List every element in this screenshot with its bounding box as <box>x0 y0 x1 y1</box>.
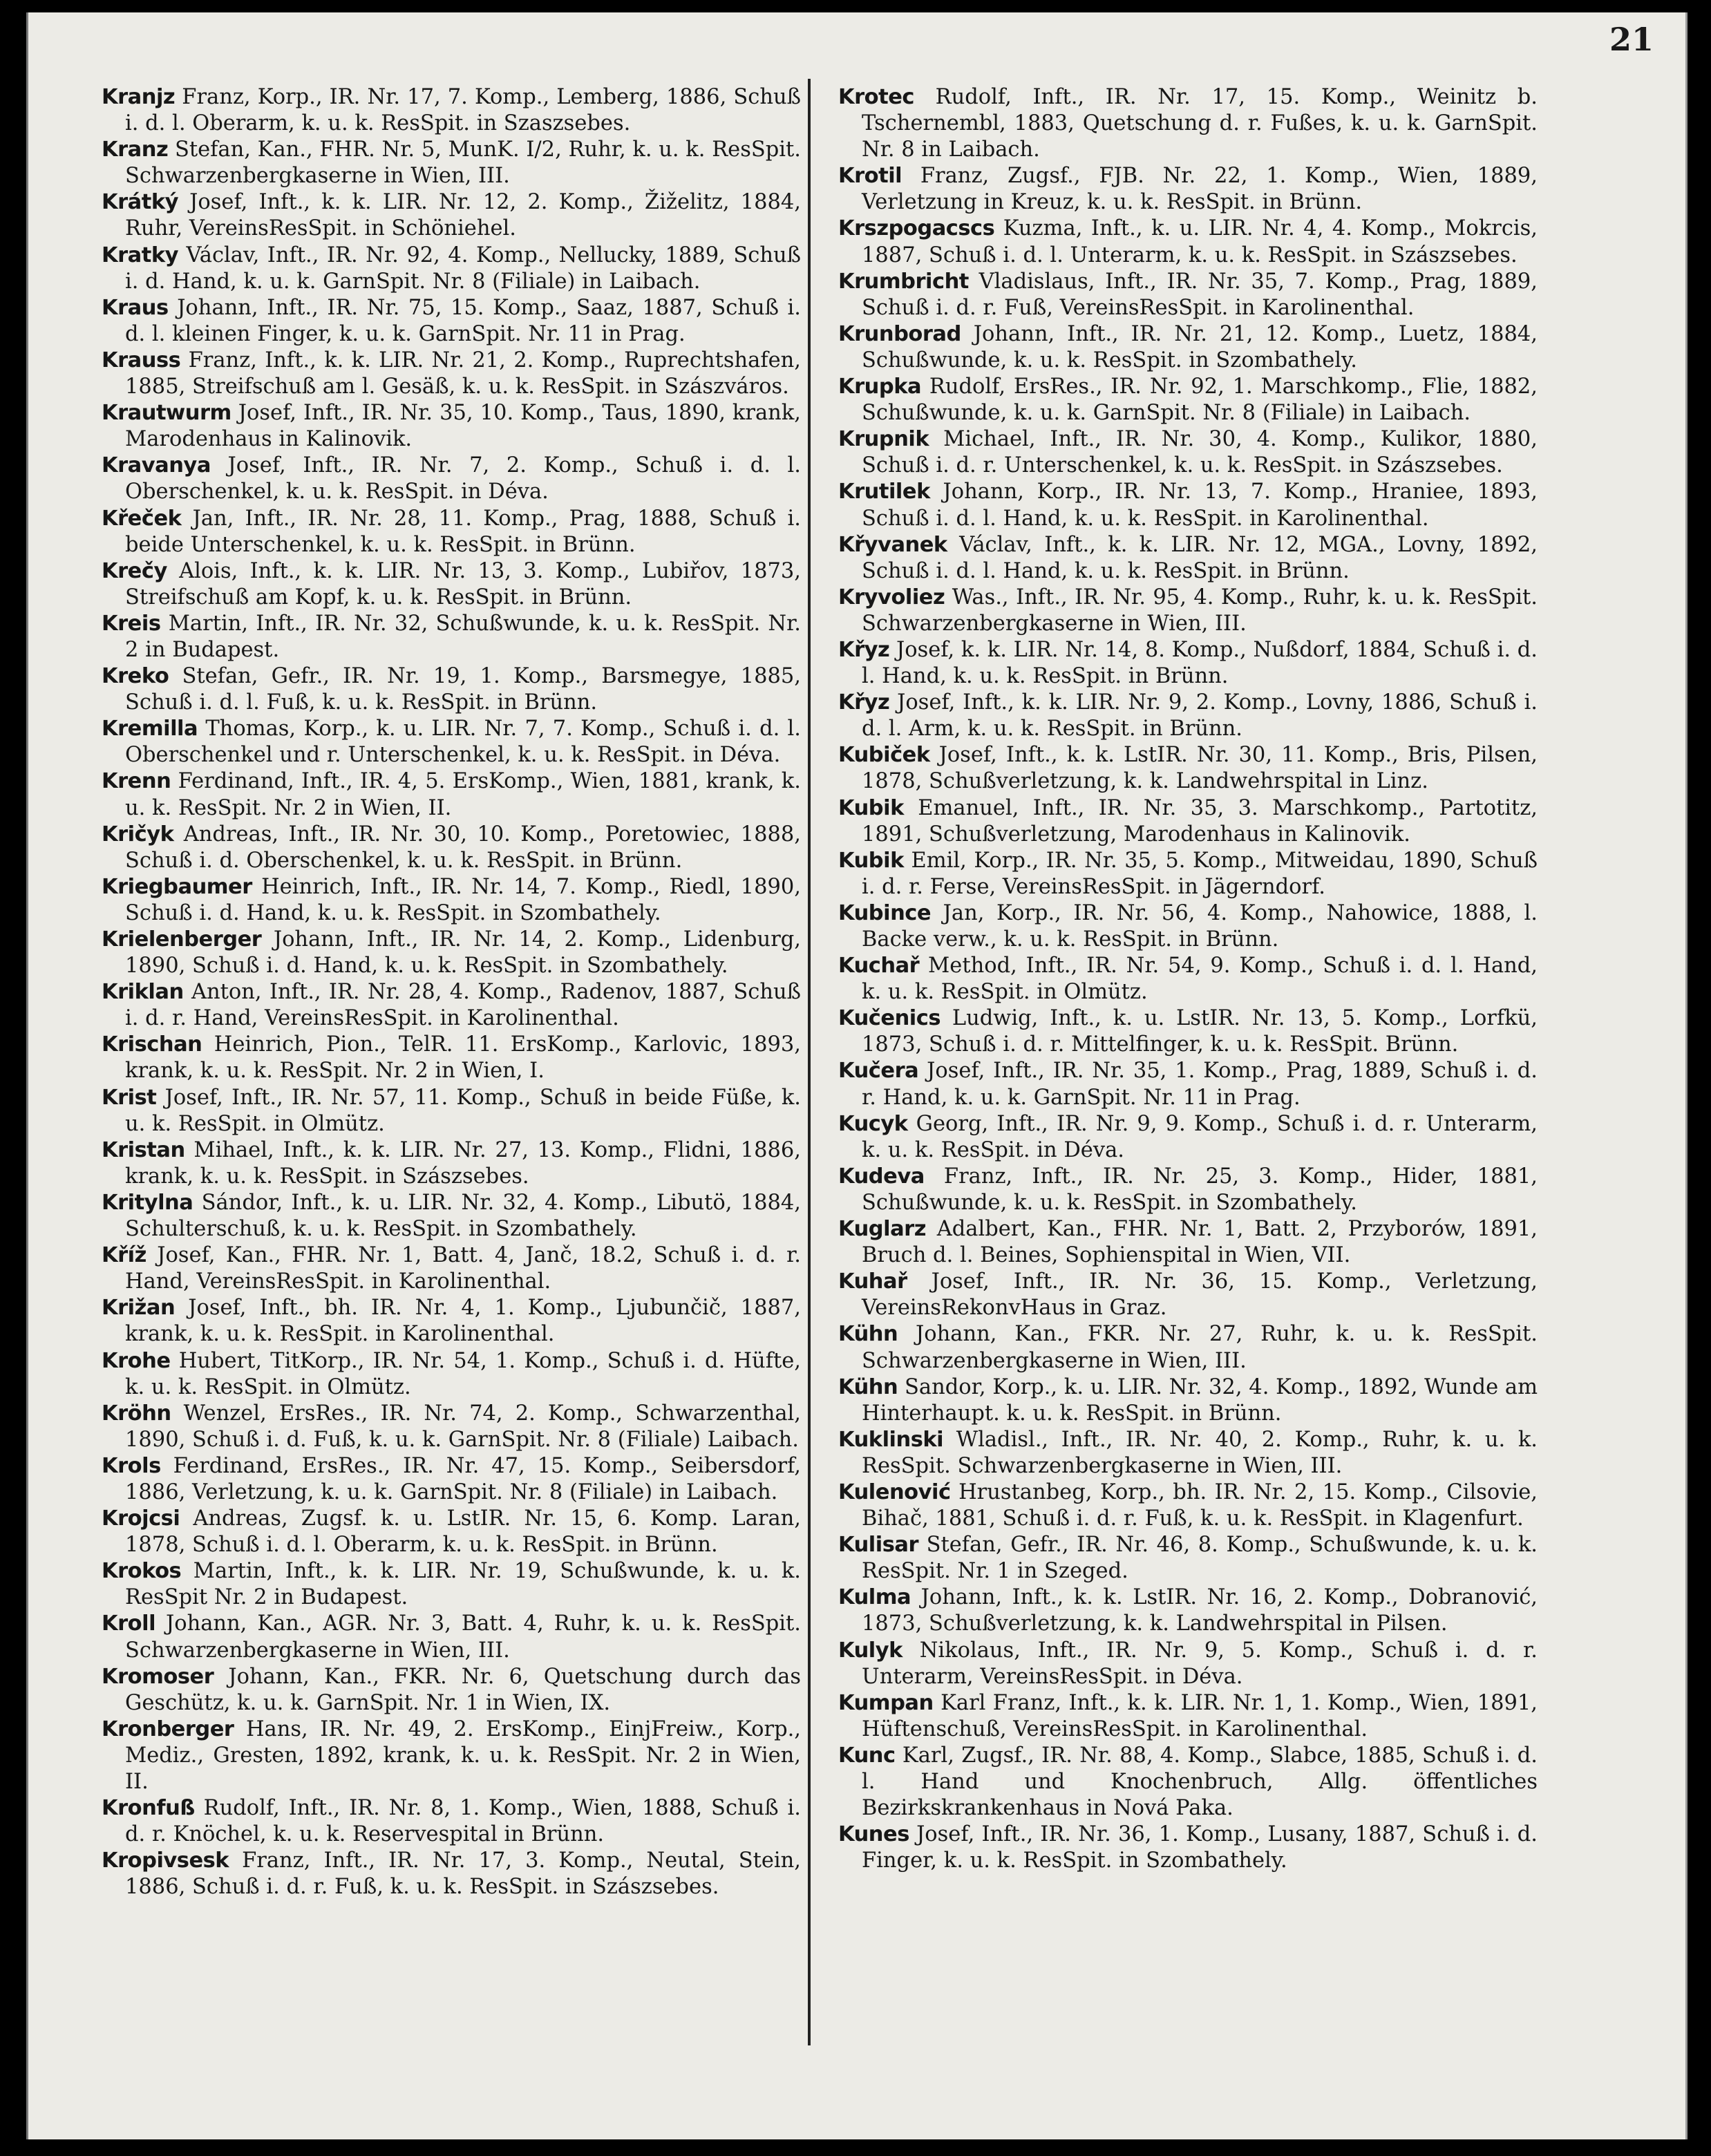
list-entry <box>102 1348 801 1401</box>
entry-surname: Kühn <box>838 1322 898 1347</box>
list-entry <box>102 1401 801 1453</box>
entry-details: Franz, Inft., k. k. LIR. Nr. 21, 2. Komp., Ruprechtshafen, 1885, Streifschuß am l. Gesäß, k. u. k. ResSpit. in Szászváros. <box>125 348 801 399</box>
entry-details: Josef, Inft., IR. Nr. 36, 1. Komp., Lusany, 1887, Schuß i. d. Finger, k. u. k. ResSpit. in Szombathely. <box>862 1822 1538 1873</box>
list-entry <box>838 532 1538 585</box>
entry-surname: Kritylna <box>102 1190 193 1215</box>
entry-details: Josef, Inft., k. k. LIR. Nr. 9, 2. Komp., Lovny, 1886, Schuß i. d. l. Arm, k. u. k. ResSpit. in Brünn. <box>862 690 1538 741</box>
entry-surname: Krszpogacscs <box>838 216 995 241</box>
list-entry <box>838 374 1538 426</box>
entry-surname: Kumpan <box>838 1690 934 1715</box>
entry-details: Franz, Inft., IR. Nr. 17, 3. Komp., Neutal, Stein, 1886, Schuß i. d. r. Fuß, k. u. k. ResSpit. in Szászsebes. <box>125 1848 801 1900</box>
entry-details: Franz, Zugsf., FJB. Nr. 22, 1. Komp., Wien, 1889, Verletzung in Kreuz, k. u. k. ResSpit. in Brünn. <box>862 164 1538 215</box>
entry-details: Vladislaus, Inft., IR. Nr. 35, 7. Komp., Prag, 1889, Schuß i. d. r. Fuß, VereinsResSpit. in Karolinenthal. <box>862 269 1538 320</box>
entry-details: Franz, Korp., IR. Nr. 17, 7. Komp., Lemberg, 1886, Schuß i. d. l. Oberarm, k. u. k. ResSpit. in Szaszsebes. <box>125 85 801 136</box>
list-entry <box>838 1638 1538 1690</box>
entry-details: Stefan, Gefr., IR. Nr. 19, 1. Komp., Barsmegye, 1885, Schuß i. d. l. Fuß, k. u. k. ResSpit. in Brünn. <box>125 664 801 715</box>
entry-surname: Krokos <box>102 1559 182 1584</box>
entry-surname: Krupnik <box>838 427 929 452</box>
list-entry <box>838 426 1538 479</box>
entry-surname: Kucyk <box>838 1111 908 1136</box>
entry-details: Heinrich, Pion., TelR. 11. ErsKomp., Karlovic, 1893, krank, k. u. k. ResSpit. Nr. 2 in Wien, I. <box>125 1032 801 1084</box>
column-divider <box>808 79 811 2045</box>
entry-surname: Kubiček <box>838 743 930 768</box>
entry-surname: Křyvanek <box>838 532 947 557</box>
list-entry <box>838 1743 1538 1822</box>
list-entry <box>838 1690 1538 1743</box>
list-entry <box>838 269 1538 321</box>
list-entry <box>102 1242 801 1295</box>
entry-details: Johann, Kan., FKR. Nr. 6, Quetschung durch das Geschütz, k. u. k. GarnSpit. Nr. 1 in Wien, IX. <box>125 1664 801 1715</box>
entry-details: Hrustanbeg, Korp., bh. IR. Nr. 2, 15. Komp., Cilsovie, Bihač, 1881, Schuß i. d. r. Fuß, k. u. k. ResSpit. in Klagenfurt. <box>862 1479 1538 1531</box>
entry-details: Josef, Inft., k. k. LIR. Nr. 12, 2. Komp., Žiželitz, 1884, Ruhr, VereinsResSpit. in Schöniehel. <box>125 190 801 241</box>
entry-surname: Kuchař <box>838 954 920 978</box>
list-entry <box>838 84 1538 163</box>
entry-details: Václav, Inft., IR. Nr. 92, 4. Komp., Nellucky, 1889, Schuß i. d. Hand, k. u. k. GarnSpit. Nr. 8 (Filiale) in Laibach. <box>125 243 801 294</box>
list-entry <box>102 348 801 400</box>
entry-surname: Kulisar <box>838 1533 918 1558</box>
entry-surname: Krist <box>102 1085 157 1110</box>
entry-surname: Křyz <box>838 690 890 715</box>
list-entry <box>102 663 801 716</box>
entry-details: Josef, Kan., FHR. Nr. 1, Batt. 4, Janč, 18.2, Schuß i. d. r. Hand, VereinsResSpit. in Karolinenthal. <box>125 1243 801 1294</box>
entry-details: Josef, Inft., bh. IR. Nr. 4, 1. Komp., Ljubunčič, 1887, krank, k. u. k. ResSpit. in Karolinenthal. <box>125 1296 801 1347</box>
entry-details: Andreas, Zugsf. k. u. LstIR. Nr. 15, 6. Komp. Laran, 1878, Schuß i. d. l. Oberarm, k. u. k. ResSpit. in Brünn. <box>125 1506 801 1558</box>
entry-surname: Kronberger <box>102 1717 234 1741</box>
entry-details: Georg, Inft., IR. Nr. 9, 9. Komp., Schuß i. d. r. Unterarm, k. u. k. ResSpit. in Déva. <box>862 1111 1538 1162</box>
entry-details: Wladisl., Inft., IR. Nr. 40, 2. Komp., Ruhr, k. u. k. ResSpit. Schwarzenbergkaserne in Wien, III. <box>862 1427 1538 1478</box>
list-entry <box>838 321 1538 374</box>
entry-details: Josef, Inft., IR. Nr. 7, 2. Komp., Schuß i. d. l. Oberschenkel, k. u. k. ResSpit. in Déva. <box>125 453 801 504</box>
entry-surname: Kuglarz <box>838 1217 926 1242</box>
list-entry <box>838 1585 1538 1637</box>
list-entry <box>838 1111 1538 1164</box>
entry-surname: Kričyk <box>102 822 174 847</box>
entry-details: Josef, k. k. LIR. Nr. 14, 8. Komp., Nußdorf, 1884, Schuß i. d. l. Hand, k. u. k. ResSpit. in Brünn. <box>862 637 1538 689</box>
list-entry <box>102 1137 801 1190</box>
entry-details: Rudolf, Inft., IR. Nr. 17, 15. Komp., Weinitz b. Tschernembl, 1883, Quetschung d. r. Fußes, k. u. k. GarnSpit. Nr. 8 in Laibach. <box>862 85 1538 162</box>
entry-details: Josef, Inft., IR. Nr. 35, 1. Komp., Prag, 1889, Schuß i. d. r. Hand, k. u. k. GarnSpit. Nr. 11 in Prag. <box>862 1059 1538 1110</box>
list-entry <box>102 1717 801 1795</box>
entry-surname: Kravanya <box>102 453 211 478</box>
entry-surname: Krotil <box>838 164 902 189</box>
entry-surname: Kriklan <box>102 980 184 1005</box>
entry-details: Johann, Inft., IR. Nr. 75, 15. Komp., Saaz, 1887, Schuß i. d. l. kleinen Finger, k. u. k. GarnSpit. Nr. 11 in Prag. <box>125 295 801 346</box>
entry-surname: Kryvoliez <box>838 585 945 609</box>
list-entry <box>102 243 801 295</box>
entry-details: Emil, Korp., IR. Nr. 35, 5. Komp., Mitweidau, 1890, Schuß i. d. r. Ferse, VereinsResSpit. in Jägerndorf. <box>862 848 1538 899</box>
list-entry <box>838 848 1538 900</box>
entry-surname: Kunc <box>838 1743 896 1768</box>
list-entry <box>102 506 801 558</box>
entry-surname: Kučera <box>838 1059 919 1084</box>
entry-details: Josef, Inft., IR. Nr. 35, 10. Komp., Taus, 1890, krank, Marodenhaus in Kalinovik. <box>125 401 801 452</box>
list-entry <box>102 1611 801 1663</box>
list-entry <box>838 1374 1538 1427</box>
right-column <box>838 84 1538 1874</box>
entry-details: Adalbert, Kan., FHR. Nr. 1, Batt. 2, Przyborów, 1891, Bruch d. l. Beines, Sophienspital in Wien, VII. <box>862 1217 1538 1268</box>
entry-details: Emanuel, Inft., IR. Nr. 35, 3. Marschkomp., Partotitz, 1891, Schußverletzung, Marodenhaus in Kalinovik. <box>862 795 1538 847</box>
entry-surname: Kudeva <box>838 1164 925 1189</box>
list-entry <box>838 742 1538 795</box>
entry-surname: Krautwurm <box>102 401 231 426</box>
list-entry <box>838 1321 1538 1374</box>
entry-details: Method, Inft., IR. Nr. 54, 9. Komp., Schuß i. d. l. Hand, k. u. k. ResSpit. in Olmütz. <box>862 954 1538 1005</box>
list-entry <box>102 1190 801 1242</box>
list-entry <box>838 953 1538 1005</box>
entry-surname: Kunes <box>838 1822 909 1847</box>
list-entry <box>838 795 1538 848</box>
entry-surname: Krauss <box>102 348 181 372</box>
entry-surname: Kühn <box>838 1374 898 1399</box>
entry-details: Josef, Inft., IR. Nr. 36, 15. Komp., Verletzung, VereinsRekonvHaus in Graz. <box>862 1269 1538 1321</box>
list-entry <box>102 822 801 874</box>
list-entry <box>838 1269 1538 1321</box>
entry-surname: Kulma <box>838 1585 911 1610</box>
entry-details: Hans, IR. Nr. 49, 2. ErsKomp., EinjFreiw., Korp., Mediz., Gresten, 1892, krank, k. u. k. ResSpit. Nr. 2 in Wien, II. <box>125 1717 801 1794</box>
entry-surname: Krotec <box>838 85 914 109</box>
list-entry <box>102 611 801 663</box>
entry-details: Jan, Korp., IR. Nr. 56, 4. Komp., Nahowice, 1888, l. Backe verw., k. u. k. ResSpit. in Brünn. <box>862 900 1538 952</box>
list-entry <box>102 400 801 453</box>
entry-surname: Kubik <box>838 795 904 820</box>
entry-surname: Krutilek <box>838 480 930 504</box>
entry-details: Karl Franz, Inft., k. k. LIR. Nr. 1, 1. Komp., Wien, 1891, Hüftenschuß, VereinsResSpit. in Karolinenthal. <box>862 1690 1538 1741</box>
entry-surname: Křeček <box>102 506 182 531</box>
list-entry <box>838 1058 1538 1110</box>
list-entry <box>102 1032 801 1084</box>
entry-surname: Kromoser <box>102 1664 214 1689</box>
entry-details: Sandor, Korp., k. u. LIR. Nr. 32, 4. Komp., 1892, Wunde am Hinterhaupt. k. u. k. ResSpit. in Brünn. <box>862 1374 1538 1426</box>
list-entry <box>102 1085 801 1137</box>
entry-surname: Krunborad <box>838 321 961 346</box>
entry-surname: Krečy <box>102 558 167 583</box>
list-entry <box>102 189 801 242</box>
list-entry <box>102 874 801 927</box>
entry-details: Michael, Inft., IR. Nr. 30, 4. Komp., Kulikor, 1880, Schuß i. d. r. Unterschenkel, k. u. k. ResSpit. in Szászsebes. <box>862 427 1538 478</box>
entry-surname: Kučenics <box>838 1006 940 1031</box>
entry-surname: Kreis <box>102 611 161 636</box>
list-entry <box>102 1795 801 1848</box>
entry-surname: Krumbricht <box>838 269 969 294</box>
entry-surname: Kulyk <box>838 1638 902 1663</box>
entry-surname: Krielenberger <box>102 927 262 952</box>
entry-details: Thomas, Korp., k. u. LIR. Nr. 7, 7. Komp., Schuß i. d. l. Oberschenkel und r. Unterschenkel, k. u. k. ResSpit. in Déva. <box>125 717 801 768</box>
entry-details: Heinrich, Inft., IR. Nr. 14, 7. Komp., Riedl, 1890, Schuß i. d. Hand, k. u. k. ResSpit. in Szombathely. <box>125 874 801 925</box>
list-entry <box>102 1453 801 1506</box>
entry-details: Johann, Kan., FKR. Nr. 27, Ruhr, k. u. k. ResSpit. Schwarzenbergkaserne in Wien, III. <box>862 1322 1538 1373</box>
entry-details: Martin, Inft., IR. Nr. 32, Schußwunde, k. u. k. ResSpit. Nr. 2 in Budapest. <box>125 611 801 662</box>
list-entry <box>102 295 801 348</box>
list-entry <box>102 137 801 189</box>
list-entry <box>102 1848 801 1900</box>
entry-details: Jan, Inft., IR. Nr. 28, 11. Komp., Prag, 1888, Schuß i. beide Unterschenkel, k. u. k. ResSpit. in Brünn. <box>125 506 801 557</box>
entry-details: Sándor, Inft., k. u. LIR. Nr. 32, 4. Komp., Libutö, 1884, Schulterschuß, k. u. k. ResSpit. in Szombathely. <box>125 1190 801 1242</box>
list-entry <box>102 1664 801 1717</box>
entry-surname: Kröhn <box>102 1401 171 1426</box>
entry-details: Karl, Zugsf., IR. Nr. 88, 4. Komp., Slabce, 1885, Schuß i. d. l. Hand und Knochenbruch, Allg. öffentliches Bezirkskrankenhaus in Nová Paka. <box>862 1743 1538 1821</box>
list-entry <box>838 1164 1538 1216</box>
document-page <box>26 12 1688 2139</box>
list-entry <box>102 1558 801 1611</box>
entry-surname: Kronfuß <box>102 1796 195 1821</box>
entry-details: Kuzma, Inft., k. u. LIR. Nr. 4, 4. Komp., Mokrcis, 1887, Schuß i. d. l. Unterarm, k. u. k. ResSpit. in Szászsebes. <box>862 216 1538 267</box>
entry-details: Johann, Inft., IR. Nr. 14, 2. Komp., Lidenburg, 1890, Schuß i. d. Hand, k. u. k. ResSpit. in Szombathely. <box>125 927 801 978</box>
entry-surname: Kuklinski <box>838 1427 944 1452</box>
list-entry <box>838 1005 1538 1058</box>
list-entry <box>102 1506 801 1558</box>
entry-surname: Kremilla <box>102 717 198 741</box>
entry-surname: Krojcsi <box>102 1506 180 1531</box>
entry-surname: Kubik <box>838 848 904 873</box>
list-entry <box>838 1532 1538 1585</box>
entry-surname: Krischan <box>102 1032 202 1057</box>
entry-surname: Kubince <box>838 900 932 925</box>
entry-details: Rudolf, ErsRes., IR. Nr. 92, 1. Marschkomp., Flie, 1882, Schußwunde, k. u. k. GarnSpit. Nr. 8 (Filiale) in Laibach. <box>862 375 1538 426</box>
list-entry <box>102 558 801 611</box>
list-entry <box>102 84 801 137</box>
entry-details: Ferdinand, ErsRes., IR. Nr. 47, 15. Komp., Seibersdorf, 1886, Verletzung, k. u. k. GarnSpit. Nr. 8 (Filiale) in Laibach. <box>125 1453 801 1504</box>
entry-surname: Krols <box>102 1453 161 1478</box>
list-entry <box>102 927 801 979</box>
entry-details: Mihael, Inft., k. k. LIR. Nr. 27, 13. Komp., Flidni, 1886, krank, k. u. k. ResSpit. in Szászsebes. <box>125 1137 801 1189</box>
entry-surname: Kreko <box>102 664 169 689</box>
entry-surname: Krupka <box>838 375 922 399</box>
page-number: 21 <box>1609 21 1654 58</box>
list-entry <box>102 1295 801 1348</box>
entry-details: Alois, Inft., k. k. LIR. Nr. 13, 3. Komp., Lubiřov, 1873, Streifschuß am Kopf, k. u. k. ResSpit. in Brünn. <box>125 558 801 609</box>
entry-details: Martin, Inft., k. k. LIR. Nr. 19, Schußwunde, k. u. k. ResSpit Nr. 2 in Budapest. <box>125 1559 801 1610</box>
list-entry <box>102 979 801 1032</box>
left-column <box>102 84 801 1900</box>
list-entry <box>838 163 1538 216</box>
entry-details: Ludwig, Inft., k. u. LstIR. Nr. 13, 5. Komp., Lorfkü, 1873, Schuß i. d. r. Mittelfinger, k. u. k. ResSpit. Brünn. <box>862 1006 1538 1057</box>
list-entry <box>838 1479 1538 1532</box>
entry-surname: Kropivsesk <box>102 1848 229 1873</box>
entry-details: Anton, Inft., IR. Nr. 28, 4. Komp., Radenov, 1887, Schuß i. d. r. Hand, VereinsResSpit. in Karolinenthal. <box>125 980 801 1031</box>
list-entry <box>838 637 1538 690</box>
entry-surname: Křyz <box>838 637 890 662</box>
list-entry <box>102 716 801 768</box>
entry-details: Václav, Inft., k. k. LIR. Nr. 12, MGA., Lovny, 1892, Schuß i. d. l. Hand, k. u. k. ResSpit. in Brünn. <box>862 532 1538 583</box>
list-entry <box>838 1822 1538 1874</box>
entry-details: Rudolf, Inft., IR. Nr. 8, 1. Komp., Wien, 1888, Schuß i. d. r. Knöchel, k. u. k. Reservespital in Brünn. <box>125 1796 801 1847</box>
entry-details: Stefan, Gefr., IR. Nr. 46, 8. Komp., Schußwunde, k. u. k. ResSpit. Nr. 1 in Szeged. <box>862 1533 1538 1584</box>
entry-details: Johann, Inft., IR. Nr. 21, 12. Komp., Luetz, 1884, Schußwunde, k. u. k. ResSpit. in Szombathely. <box>862 321 1538 372</box>
entry-details: Was., Inft., IR. Nr. 95, 4. Komp., Ruhr, k. u. k. ResSpit. Schwarzenbergkaserne in Wien, III. <box>862 585 1538 636</box>
entry-surname: Kraus <box>102 295 169 320</box>
entry-details: Hubert, TitKorp., IR. Nr. 54, 1. Komp., Schuß i. d. Hüfte, k. u. k. ResSpit. in Olmütz. <box>125 1348 801 1399</box>
entry-surname: Križan <box>102 1296 176 1321</box>
entry-details: Josef, Inft., IR. Nr. 57, 11. Komp., Schuß in beide Füße, k. u. k. ResSpit. in Olmütz. <box>125 1085 801 1136</box>
entry-details: Johann, Inft., k. k. LstIR. Nr. 16, 2. Komp., Dobranović, 1873, Schußverletzung, k. k. Landwehrspital in Pilsen. <box>862 1585 1538 1636</box>
entry-surname: Kristan <box>102 1137 185 1162</box>
entry-surname: Kříž <box>102 1243 146 1268</box>
list-entry <box>838 479 1538 531</box>
entry-surname: Kroll <box>102 1611 156 1636</box>
list-entry <box>838 216 1538 268</box>
entry-details: Johann, Korp., IR. Nr. 13, 7. Komp., Hraniee, 1893, Schuß i. d. l. Hand, k. u. k. ResSpit. in Karolinenthal. <box>862 480 1538 531</box>
entry-surname: Kranz <box>102 138 169 162</box>
entry-surname: Kratky <box>102 243 179 267</box>
entry-surname: Krenn <box>102 769 171 794</box>
entry-details: Stefan, Kan., FHR. Nr. 5, MunK. I/2, Ruhr, k. u. k. ResSpit. Schwarzenbergkaserne in Wien, III. <box>125 138 801 189</box>
entry-details: Nikolaus, Inft., IR. Nr. 9, 5. Komp., Schuß i. d. r. Unterarm, VereinsResSpit. in Déva. <box>862 1638 1538 1689</box>
entry-surname: Kuhař <box>838 1269 907 1294</box>
entry-surname: Kulenović <box>838 1479 951 1504</box>
entry-surname: Krohe <box>102 1348 171 1373</box>
entry-details: Johann, Kan., AGR. Nr. 3, Batt. 4, Ruhr, k. u. k. ResSpit. Schwarzenbergkaserne in Wien, III. <box>125 1611 801 1663</box>
entry-details: Franz, Inft., IR. Nr. 25, 3. Komp., Hider, 1881, Schußwunde, k. u. k. ResSpit. in Szombathely. <box>862 1164 1538 1215</box>
list-entry <box>838 900 1538 953</box>
entry-details: Andreas, Inft., IR. Nr. 30, 10. Komp., Poretowiec, 1888, Schuß i. d. Oberschenkel, k. u. k. ResSpit. in Brünn. <box>125 822 801 873</box>
list-entry <box>102 768 801 821</box>
list-entry <box>838 690 1538 742</box>
list-entry <box>838 1216 1538 1269</box>
entry-surname: Kranjz <box>102 85 176 109</box>
entry-details: Josef, Inft., k. k. LstIR. Nr. 30, 11. Komp., Bris, Pilsen, 1878, Schußverletzung, k. k. Landwehrspital in Linz. <box>862 743 1538 794</box>
entry-surname: Kriegbaumer <box>102 874 252 899</box>
list-entry <box>102 453 801 505</box>
list-entry <box>838 1427 1538 1479</box>
entry-details: Wenzel, ErsRes., IR. Nr. 74, 2. Komp., Schwarzenthal, 1890, Schuß i. d. Fuß, k. u. k. GarnSpit. Nr. 8 (Filiale) Laibach. <box>125 1401 801 1452</box>
entry-details: Ferdinand, Inft., IR. 4, 5. ErsKomp., Wien, 1881, krank, k. u. k. ResSpit. Nr. 2 in Wien, II. <box>125 769 801 820</box>
list-entry <box>838 585 1538 637</box>
entry-surname: Krátký <box>102 190 179 215</box>
